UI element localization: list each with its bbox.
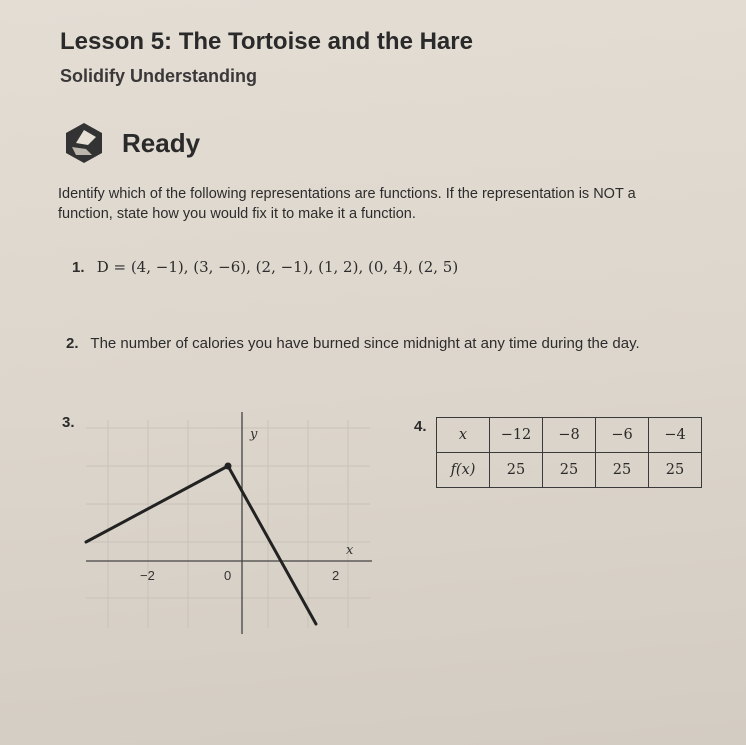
- x-tick-label-neg2: −2: [140, 568, 155, 583]
- lesson-title: Lesson 5: The Tortoise and the Hare: [60, 28, 473, 55]
- instructions-text: Identify which of the following representations are functions. If the representation is NOT a function, state how you would fix it to make it a function.: [58, 186, 636, 222]
- table-header-x: x: [437, 418, 490, 453]
- question-4-table: [436, 417, 702, 488]
- x-tick-label-2: 2: [332, 568, 340, 583]
- question-4-number: 4.: [414, 418, 427, 435]
- question-1-text: D = (4, −1), (3, −6), (2, −1), (1, 2), (0, 4), (2, 5): [96, 258, 459, 276]
- graph-line-right: [228, 466, 316, 624]
- question-3-graph: [80, 408, 380, 638]
- question-1: [72, 258, 458, 276]
- table-cell: −12: [490, 418, 543, 453]
- lesson-subtitle: Solidify Understanding: [60, 66, 258, 86]
- question-2: [66, 335, 640, 352]
- table-cell: 25: [649, 453, 702, 488]
- x-tick-label-0: 0: [224, 568, 232, 583]
- question-2-text: The number of calories you have burned since midnight at any time during the day.: [90, 335, 640, 352]
- question-1-number: 1.: [72, 259, 85, 276]
- y-axis-label: y: [250, 427, 258, 442]
- ready-hexagon-icon: [62, 121, 106, 165]
- table-header-fx: f(x): [437, 453, 490, 488]
- graph-gridlines: [86, 420, 370, 628]
- table-cell: −4: [649, 418, 702, 453]
- table-row-x: [437, 418, 702, 453]
- x-axis-label: x: [346, 543, 354, 558]
- table-cell: −8: [543, 418, 596, 453]
- table-cell: −6: [596, 418, 649, 453]
- graph-vertex-point: [225, 463, 232, 470]
- table-cell: 25: [543, 453, 596, 488]
- question-3-number: 3.: [62, 414, 75, 431]
- table-cell: 25: [596, 453, 649, 488]
- question-2-number: 2.: [66, 335, 79, 352]
- table-row-fx: [437, 453, 702, 488]
- section-ready-label: Ready: [122, 128, 201, 158]
- table-cell: 25: [490, 453, 543, 488]
